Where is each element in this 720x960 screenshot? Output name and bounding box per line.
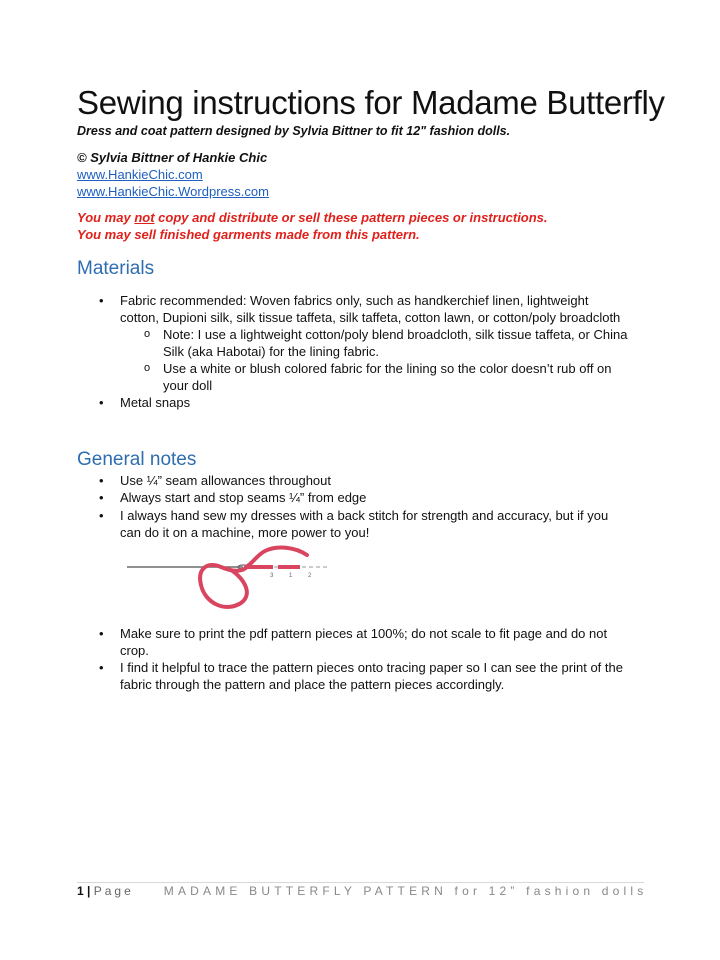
materials-subitem-lining-line-2: your doll bbox=[163, 378, 213, 393]
copyright-line: © Sylvia Bittner of Hankie Chic bbox=[77, 150, 268, 165]
page-subtitle: Dress and coat pattern designed by Sylvia Bittner to fit 12" fashion dolls. bbox=[77, 124, 511, 138]
materials-item-fabric-line-1: Fabric recommended: Woven fabrics only, such as handkerchief linen, lightweight bbox=[120, 293, 589, 308]
link-hankiechic-wordpress[interactable]: www.HankieChic.Wordpress.com bbox=[77, 184, 269, 199]
page-title: Sewing instructions for Madame Butterfly bbox=[77, 84, 665, 121]
note-seam-allowance: Use ¼” seam allowances throughout bbox=[120, 473, 332, 488]
footer-divider bbox=[77, 882, 644, 883]
stitch-label-3: 3 bbox=[270, 573, 274, 579]
stitch-segment bbox=[278, 565, 300, 569]
materials-subitem-note-line-1: Note: I use a lightweight cotton/poly blend broadcloth, silk tissue taffeta, or China bbox=[163, 327, 628, 342]
warning-line-2: You may sell finished garments made from this pattern. bbox=[77, 227, 420, 242]
footer-doc-title: MADAME BUTTERFLY PATTERN for 12” fashion dolls bbox=[163, 884, 648, 898]
note-trace-line-1: I find it helpful to trace the pattern pieces onto tracing paper so I can see the print of the bbox=[120, 660, 623, 675]
materials-subitem-lining-line-1: Use a white or blush colored fabric for the lining so the color doesn’t rub off on bbox=[163, 361, 612, 376]
bullet-icon: • bbox=[99, 395, 104, 410]
bullet-icon: • bbox=[99, 626, 104, 641]
bullet-icon: • bbox=[99, 660, 104, 675]
page-footer bbox=[77, 884, 647, 898]
warning-line-1 bbox=[77, 210, 548, 225]
hollow-bullet-icon: o bbox=[144, 362, 151, 374]
bullet-icon: • bbox=[99, 473, 104, 488]
note-hand-sew-line-2: can do it on a machine, more power to you! bbox=[120, 525, 370, 540]
stitch-segment bbox=[247, 565, 273, 569]
warning-line-1-end: copy and distribute or sell these pattern pieces or instructions. bbox=[154, 210, 548, 225]
footer-page-number: 1 bbox=[77, 884, 84, 898]
general-notes-heading: General notes bbox=[77, 449, 197, 470]
link-hankiechic[interactable]: www.HankieChic.com bbox=[77, 167, 203, 182]
footer-separator: | bbox=[83, 884, 94, 898]
stitch-label-1: 1 bbox=[289, 573, 293, 579]
warning-emphasis: not bbox=[134, 210, 155, 225]
bullet-icon: • bbox=[99, 508, 104, 523]
bullet-icon: • bbox=[99, 490, 104, 505]
note-trace-line-2: fabric through the pattern and place the pattern pieces accordingly. bbox=[120, 677, 505, 692]
footer-page-word: Page bbox=[93, 884, 134, 898]
stitch-label-2: 2 bbox=[308, 573, 312, 579]
note-hand-sew-line-1: I always hand sew my dresses with a back stitch for strength and accuracy, but if you bbox=[120, 508, 609, 523]
materials-item-snaps: Metal snaps bbox=[120, 395, 191, 410]
note-start-stop: Always start and stop seams ¼” from edge bbox=[120, 490, 367, 505]
back-stitch-illustration bbox=[125, 545, 335, 617]
warning-line-1-start: You may bbox=[77, 210, 135, 225]
note-print-line-1: Make sure to print the pdf pattern pieces at 100%; do not scale to fit page and do not bbox=[120, 626, 608, 641]
materials-heading: Materials bbox=[77, 258, 155, 279]
bullet-icon: • bbox=[99, 293, 104, 308]
materials-item-fabric-line-2: cotton, Dupioni silk, silk tissue taffeta, silk taffeta, cotton lawn, or cotton/poly broadcloth bbox=[120, 310, 621, 325]
note-print-line-2: crop. bbox=[120, 643, 149, 658]
hollow-bullet-icon: o bbox=[144, 328, 151, 340]
materials-subitem-note-line-2: Silk (aka Habotai) for the lining fabric. bbox=[163, 344, 380, 359]
